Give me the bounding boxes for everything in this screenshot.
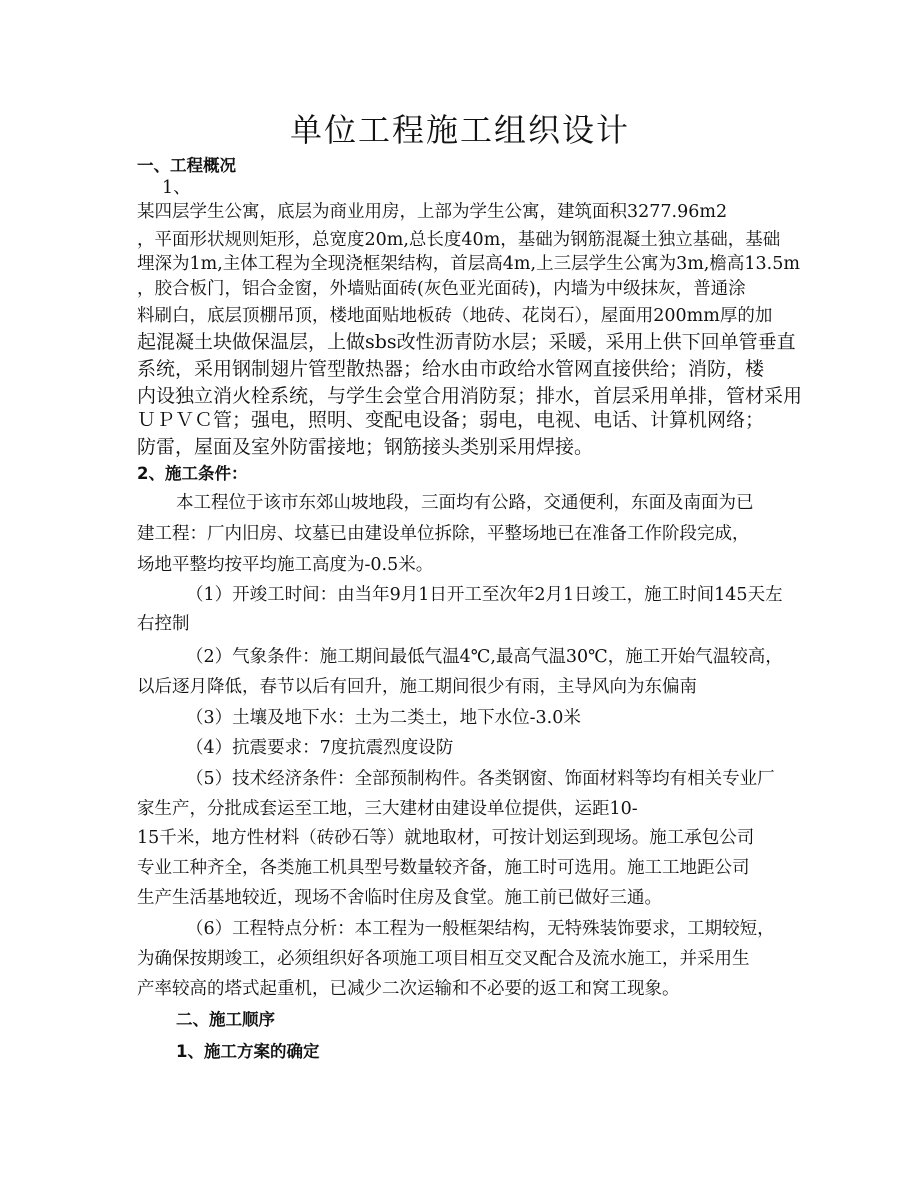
overview-line-2: ，平面形状规则矩形，总宽度20m,总长度40m，基础为钢筋混凝土独立基础，基础 bbox=[137, 230, 781, 250]
conditions-line-5: 右控制 bbox=[137, 614, 190, 634]
conditions-line-14: 生产生活基地较近，现场不舍临时住房及食堂。施工前已做好三通。 bbox=[137, 888, 662, 908]
section-heading-sequence: 二、施工顺序 bbox=[176, 1010, 275, 1029]
conditions-line-1: 本工程位于该市东郊山坡地段，三面均有公路，交通便利，东面及南面为已 bbox=[176, 493, 754, 513]
overview-number: 1、 bbox=[162, 178, 191, 198]
conditions-line-9: （4）抗震要求：7度抗震烈度设防 bbox=[186, 738, 454, 758]
overview-line-4: ，胶合板门，铝合金窗，外墙贴面砖(灰色亚光面砖)，内墙为中级抹灰，普通涂 bbox=[137, 279, 746, 299]
conditions-line-12: 15千米，地方性材料（砖砂石等）就地取材，可按计划运到现场。施工承包公司 bbox=[137, 828, 755, 848]
overview-line-7: 系统，采用钢制翅片管型散热器；给水由市政给水管网直接供给；消防，楼 bbox=[137, 358, 765, 380]
overview-line-1: 某四层学生公寓，底层为商业用房，上部为学生公寓，建筑面积3277.96m2 bbox=[137, 202, 728, 222]
overview-line-3: 埋深为1m,主体工程为全现浇框架结构，首层高4m,上三层学生公寓为3m,檐高13.5m bbox=[137, 254, 800, 274]
overview-line-5: 料刷白，底层顶棚吊顶，楼地面贴地板砖（地砖、花岗石），屋面用200mm厚的加 bbox=[137, 306, 773, 326]
conditions-line-6: （2）气象条件：施工期间最低气温4℃,最高气温30℃，施工开始气温较高， bbox=[186, 647, 783, 667]
conditions-line-11: 家生产，分批成套运至工地，三大建材由建设单位提供，运距10- bbox=[137, 799, 638, 819]
conditions-line-15: （6）工程特点分析：本工程为一般框架结构，无特殊装饰要求，工期较短， bbox=[186, 919, 775, 939]
conditions-line-7: 以后逐月降低，春节以后有回升，施工期间很少有雨，主导风向为东偏南 bbox=[137, 677, 697, 697]
conditions-line-4: （1）开竣工时间：由当年9月1日开工至次年2月1日竣工，施工时间145天左 bbox=[186, 585, 783, 605]
overview-line-6: 起混凝土块做保温层，上做sbs改性沥青防水层；采暖，采用上供下回单管垂直 bbox=[137, 331, 796, 353]
section-heading-overview: 一、工程概况 bbox=[137, 156, 236, 175]
overview-line-8: 内设独立消火栓系统，与学生会堂合用消防泵；排水，首层采用单排，管材采用 bbox=[137, 385, 803, 407]
section-heading-conditions: 2、施工条件： bbox=[137, 464, 248, 483]
conditions-line-3: 场地平整均按平均施工高度为-0.5米。 bbox=[137, 555, 434, 575]
conditions-line-16: 为确保按期竣工，必须组织好各项施工项目相互交叉配合及流水施工，并采用生 bbox=[137, 949, 750, 969]
conditions-line-8: （3）土壤及地下水：土为二类土，地下水位-3.0米 bbox=[186, 708, 581, 728]
document-title: 单位工程施工组织设计 bbox=[289, 111, 630, 149]
section-heading-plan: 1、施工方案的确定 bbox=[176, 1042, 320, 1061]
overview-line-9: ＵＰＶＣ管；强电，照明、变配电设备；弱电，电视、电话、计算机网络； bbox=[137, 409, 765, 431]
overview-line-10: 防雷，屋面及室外防雷接地；钢筋接头类别采用焊接。 bbox=[137, 436, 594, 458]
conditions-line-13: 专业工种齐全，各类施工机具型号数量较齐备，施工时可选用。施工工地距公司 bbox=[137, 858, 750, 878]
conditions-line-17: 产率较高的塔式起重机，已减少二次运输和不必要的返工和窝工现象。 bbox=[137, 979, 680, 999]
conditions-line-2: 建工程：厂内旧房、坟墓已由建设单位拆除，平整场地已在准备工作阶段完成， bbox=[137, 524, 750, 544]
conditions-line-10: （5）技术经济条件：全部预制构件。各类钢窗、饰面材料等均有相关专业厂 bbox=[186, 769, 775, 789]
